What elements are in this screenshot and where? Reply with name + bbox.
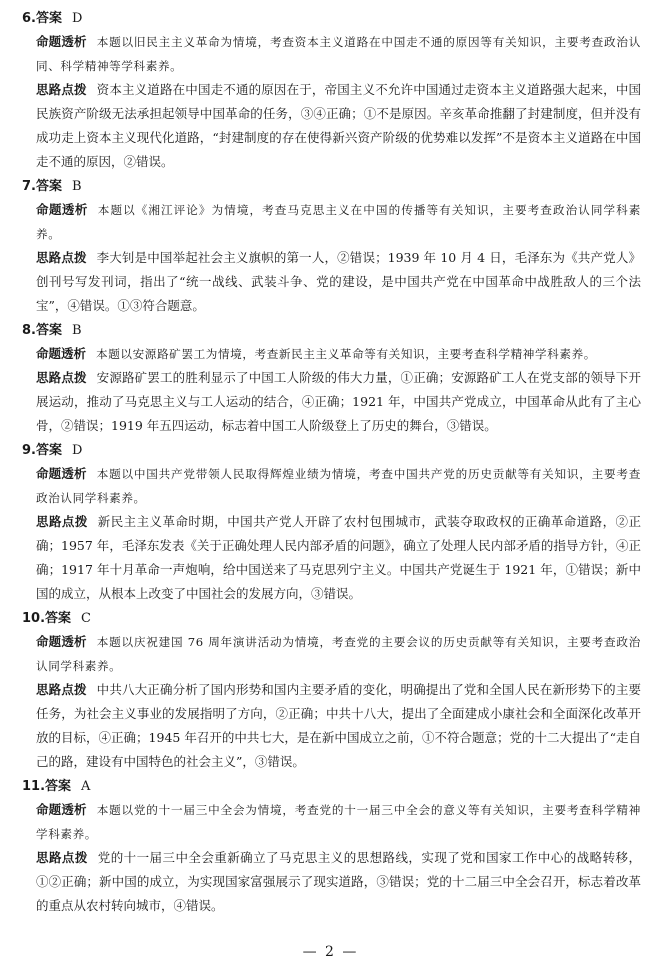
answer-label: 答案: [45, 611, 72, 626]
question-list: [22, 8, 641, 918]
thinking-text: 新民主主义革命时期，中国共产党人开辟了农村包围城市，武装夺取政权的正确革命道路，②正确；1957 年，毛泽东发表《关于正确处理人民内部矛盾的问题》，确立了处理人民内部矛盾的指导方针，④正确；1917 年十月革命一声炮响，给中国送来了马克思列宁主义。中国共产党诞生于 1921 年，①错误；新中国的成立，从根本上改变了中国社会的发展方向，③错误。: [36, 514, 641, 601]
thinking-label: 思路点拨: [36, 514, 88, 529]
answer-letter: B: [72, 323, 82, 338]
analysis-label: 命题透析: [36, 202, 88, 217]
question-block: [22, 608, 641, 774]
thinking-label: 思路点拨: [36, 370, 87, 385]
analysis-paragraph: [22, 798, 641, 846]
thinking-label: 思路点拨: [36, 250, 87, 265]
analysis-label: 命题透析: [36, 34, 87, 49]
thinking-text: 中共八大正确分析了国内形势和国内主要矛盾的变化，明确提出了党和全国人民在新形势下的主要任务，为社会主义事业的发展指明了方向，②正确；中共十八大，提出了全面建成小康社会和全面深化改革开放的目标，④正确；1945 年召开的中共七大，是在新中国成立之前，①不符合题意；党的十二大提出了“走自己的路，建设有中国特色的社会主义”，③错误。: [36, 682, 641, 769]
analysis-text: 本题以中国共产党带领人民取得辉煌业绩为情境，考查中国共产党的历史贡献等有关知识，主要考查政治认同学科素养。: [36, 467, 641, 505]
analysis-paragraph: [22, 30, 641, 78]
answer-label: 答案: [35, 11, 62, 26]
answer-line: [22, 440, 641, 462]
analysis-text: 本题以旧民主主义革命为情境，考查资本主义道路在中国走不通的原因等有关知识，主要考查政治认同、科学精神等学科素养。: [36, 35, 641, 73]
question-number: 11.: [22, 779, 46, 794]
question-block: [22, 440, 641, 606]
answer-letter: B: [72, 179, 82, 194]
analysis-label: 命题透析: [36, 802, 87, 817]
answer-letter: A: [81, 779, 91, 794]
thinking-text: 资本主义道路在中国走不通的原因在于，帝国主义不允许中国通过走资本主义道路强大起来，中国民族资产阶级无法承担起领导中国革命的任务，③④正确；①不是原因。辛亥革命推翻了封建制度，但并没有成功走上资本主义现代化道路，“封建制度的存在使得新兴资产阶级的优势难以发挥”不是资本主义道路在中国走不通的原因，②错误。: [36, 82, 641, 169]
answer-label: 答案: [35, 179, 62, 194]
analysis-text: 本题以安源路矿罢工为情境，考查新民主主义革命等有关知识，主要考查科学精神学科素养。: [96, 347, 596, 361]
question-number: 8.: [22, 323, 36, 338]
answer-letter: D: [72, 443, 83, 458]
question-block: [22, 320, 641, 438]
question-number: 7.: [22, 179, 36, 194]
analysis-text: 本题以庆祝建国 76 周年演讲活动为情境，考查党的主要会议的历史贡献等有关知识，主要考查政治认同学科素养。: [36, 635, 641, 673]
thinking-paragraph: [22, 246, 641, 318]
answer-line: [22, 176, 641, 198]
thinking-paragraph: [22, 366, 641, 438]
analysis-paragraph: [22, 342, 641, 366]
answer-letter: C: [81, 611, 91, 626]
page-number: — 2 —: [302, 944, 359, 960]
answer-letter: D: [72, 11, 83, 26]
analysis-text: 本题以《湘江评论》为情境，考查马克思主义在中国的传播等有关知识，主要考查政治认同学科素养。: [36, 203, 641, 241]
analysis-label: 命题透析: [36, 346, 87, 361]
question-block: [22, 8, 641, 174]
thinking-text: 李大钊是中国举起社会主义旗帜的第一人，②错误；1939 年 10 月 4 日，毛泽东为《共产党人》创刊号写发刊词，指出了“统一战线、武装斗争、党的建设，是中国共产党在中国革命中战胜敌人的三个法宝”，④错误。①③符合题意。: [36, 250, 641, 313]
analysis-paragraph: [22, 198, 641, 246]
answer-label: 答案: [35, 443, 62, 458]
thinking-text: 安源路矿罢工的胜利显示了中国工人阶级的伟大力量，①正确；安源路矿工人在党支部的领导下开展运动，推动了马克思主义与工人运动的结合，④正确；1921 年，中国共产党成立，中国革命从此有了主心骨，②错误；1919 年五四运动，标志着中国工人阶级登上了历史的舞台，③错误。: [36, 370, 641, 433]
analysis-paragraph: [22, 630, 641, 678]
answer-line: [22, 320, 641, 342]
thinking-paragraph: [22, 846, 641, 918]
question-number: 9.: [22, 443, 36, 458]
question-block: [22, 776, 641, 918]
thinking-label: 思路点拨: [36, 682, 87, 697]
answer-line: [22, 776, 641, 798]
answer-line: [22, 8, 641, 30]
question-block: [22, 176, 641, 318]
answer-label: 答案: [35, 323, 62, 338]
analysis-label: 命题透析: [36, 466, 87, 481]
answer-label: 答案: [45, 779, 72, 794]
question-number: 6.: [22, 11, 36, 26]
analysis-label: 命题透析: [36, 634, 87, 649]
thinking-label: 思路点拨: [36, 82, 87, 97]
question-number: 10.: [22, 611, 46, 626]
thinking-paragraph: [22, 678, 641, 774]
analysis-paragraph: [22, 462, 641, 510]
thinking-paragraph: [22, 510, 641, 606]
thinking-text: 党的十一届三中全会重新确立了马克思主义的思想路线，实现了党和国家工作中心的战略转移，①②正确；新中国的成立，为实现国家富强展示了现实道路，③错误；党的十二届三中全会召开，标志着改革的重点从农村转向城市，④错误。: [36, 850, 641, 913]
answer-line: [22, 608, 641, 630]
thinking-label: 思路点拨: [36, 850, 88, 865]
analysis-text: 本题以党的十一届三中全会为情境，考查党的十一届三中全会的意义等有关知识，主要考查科学精神学科素养。: [36, 803, 641, 841]
thinking-paragraph: [22, 78, 641, 174]
